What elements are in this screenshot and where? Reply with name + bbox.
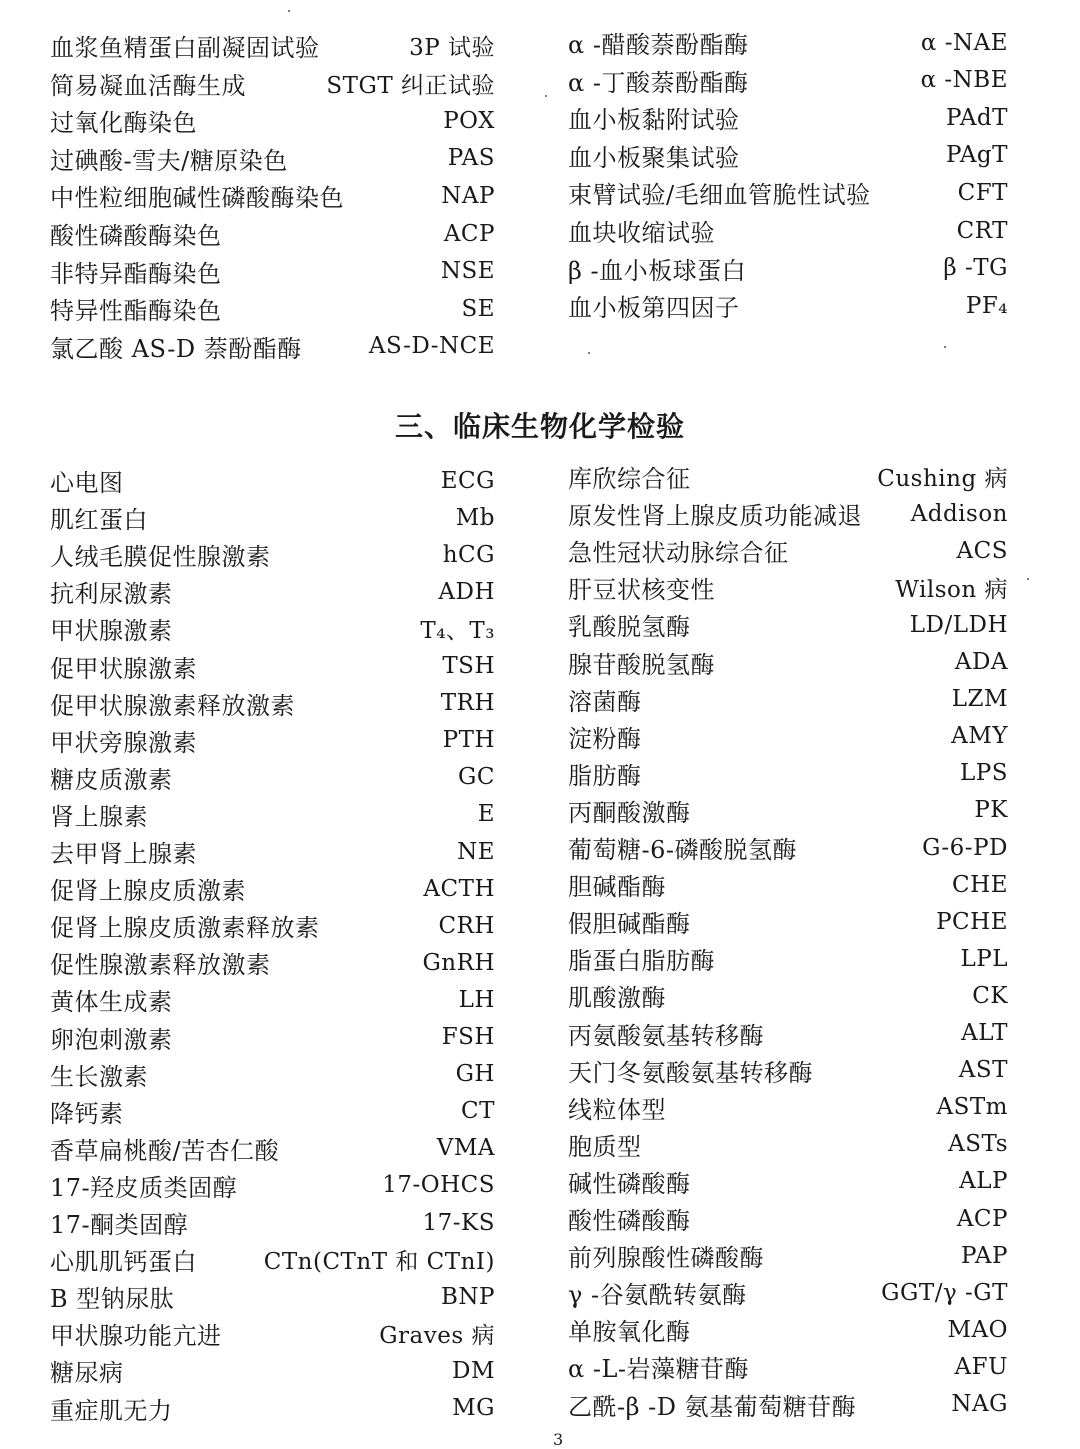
- term-abbreviation: TRH: [440, 690, 495, 717]
- term-row: [50, 610, 495, 647]
- term-row: [568, 1200, 1008, 1237]
- term-name: 简易凝血活酶生成: [50, 71, 246, 100]
- term-row: [568, 532, 1008, 569]
- term-abbreviation: Cushing 病: [877, 466, 1008, 492]
- scan-speck: [1027, 578, 1029, 580]
- term-row: [568, 287, 1008, 324]
- term-name: 肌酸激酶: [568, 984, 666, 1013]
- term-row: [568, 1163, 1008, 1200]
- term-row: [50, 1390, 495, 1427]
- term-row: [50, 65, 495, 102]
- term-abbreviation: α -NAE: [920, 29, 1008, 56]
- term-name: 甲状腺激素: [50, 617, 173, 646]
- term-row: [50, 833, 495, 870]
- term-abbreviation: PAS: [447, 145, 495, 172]
- term-name: 胞质型: [568, 1132, 642, 1161]
- term-abbreviation: GGT/γ -GT: [881, 1279, 1008, 1306]
- term-row: [568, 495, 1008, 532]
- scan-speck: [288, 10, 290, 12]
- term-abbreviation: PAgT: [945, 142, 1008, 169]
- term-name: 肌红蛋白: [50, 506, 148, 535]
- term-name: 香草扁桃酸/苦杏仁酸: [50, 1136, 280, 1165]
- term-row: [50, 759, 495, 796]
- term-row: [50, 215, 495, 252]
- page-number: 3: [553, 1430, 564, 1449]
- term-name: 脂蛋白脂肪酶: [568, 947, 715, 976]
- term-row: [50, 944, 495, 981]
- term-abbreviation: ASTm: [936, 1094, 1008, 1121]
- term-row: [50, 1352, 495, 1389]
- term-abbreviation: MAO: [947, 1316, 1008, 1343]
- term-abbreviation: Graves 病: [379, 1323, 495, 1350]
- term-row: [50, 1278, 495, 1315]
- term-row: [50, 573, 495, 610]
- term-abbreviation: PK: [974, 797, 1008, 824]
- term-name: 原发性肾上腺皮质功能减退: [568, 502, 862, 531]
- term-name: 血浆鱼精蛋白副凝固试验: [50, 34, 320, 62]
- term-abbreviation: Wilson 病: [895, 577, 1008, 604]
- term-abbreviation: NAP: [441, 182, 495, 209]
- term-name: 天门冬氨酸氨基转移酶: [568, 1058, 813, 1087]
- term-row: [50, 499, 495, 536]
- term-abbreviation: NSE: [440, 258, 495, 285]
- term-name: 溶菌酶: [568, 687, 642, 716]
- term-abbreviation: LZM: [951, 686, 1008, 713]
- term-row: [50, 1315, 495, 1352]
- term-name: 丙酮酸激酶: [568, 798, 691, 827]
- term-abbreviation: TSH: [442, 653, 495, 679]
- term-abbreviation: NAG: [951, 1391, 1008, 1417]
- term-abbreviation: GnRH: [422, 949, 495, 976]
- term-row: [50, 536, 495, 573]
- term-row: [50, 685, 495, 722]
- term-abbreviation: T₄、T₃: [420, 618, 495, 645]
- term-name: 碱性磷酸酶: [568, 1169, 691, 1198]
- term-abbreviation: CTn(CTnT 和 CTnI): [263, 1249, 495, 1276]
- term-abbreviation: ALT: [961, 1020, 1008, 1046]
- term-abbreviation: G-6-PD: [922, 834, 1008, 861]
- term-abbreviation: LPL: [960, 945, 1008, 972]
- term-name: γ -谷氨酰转氨酶: [568, 1281, 747, 1310]
- term-row: [568, 940, 1008, 977]
- term-name: 乳酸脱氢酶: [568, 613, 691, 642]
- term-row: [568, 977, 1008, 1014]
- term-row: [50, 981, 495, 1018]
- term-abbreviation: CFT: [957, 179, 1008, 206]
- term-abbreviation: ACP: [443, 220, 495, 247]
- term-abbreviation: STGT 纠正试验: [326, 72, 495, 99]
- term-name: 丙氨酸氨基转移酶: [568, 1021, 764, 1050]
- term-abbreviation: ECG: [440, 467, 495, 494]
- term-row: [568, 62, 1008, 99]
- term-row: [50, 1093, 495, 1130]
- term-row: [568, 99, 1008, 136]
- term-abbreviation: hCG: [442, 541, 495, 568]
- term-abbreviation: VMA: [436, 1135, 495, 1162]
- term-abbreviation: 17-OHCS: [382, 1172, 495, 1199]
- term-abbreviation: PF₄: [965, 292, 1008, 319]
- term-row: [568, 829, 1008, 866]
- term-row: [568, 1237, 1008, 1274]
- term-row: [568, 1126, 1008, 1163]
- term-abbreviation: ASTs: [948, 1131, 1008, 1158]
- term-row: [50, 462, 495, 499]
- term-row: [568, 569, 1008, 606]
- term-name: 脂肪酶: [568, 761, 642, 790]
- term-abbreviation: α -NBE: [920, 67, 1008, 94]
- term-name: 人绒毛膜促性腺激素: [50, 543, 271, 572]
- term-row: [568, 644, 1008, 681]
- term-name: 肾上腺素: [50, 802, 148, 831]
- term-abbreviation: LD/LDH: [909, 611, 1008, 638]
- term-name: 腺苷酸脱氢酶: [568, 650, 715, 679]
- term-abbreviation: SE: [461, 295, 495, 322]
- term-abbreviation: CK: [972, 982, 1008, 1009]
- term-abbreviation: AST: [958, 1057, 1008, 1084]
- term-row: [568, 1311, 1008, 1348]
- section-title: 三、临床生物化学检验: [394, 410, 685, 443]
- term-name: 卵泡刺激素: [50, 1025, 173, 1054]
- term-abbreviation: POX: [443, 107, 495, 134]
- term-name: 17-羟皮质类固醇: [50, 1173, 238, 1202]
- term-name: 单胺氧化酶: [568, 1318, 691, 1347]
- term-abbreviation: GH: [455, 1061, 495, 1088]
- term-name: 去甲肾上腺素: [50, 840, 197, 868]
- term-name: 黄体生成素: [50, 988, 173, 1017]
- term-name: 血小板聚集试验: [568, 143, 740, 172]
- term-name: 假胆碱酯酶: [568, 910, 691, 939]
- term-name: 特异性酯酶染色: [50, 297, 222, 326]
- term-abbreviation: ALP: [959, 1168, 1008, 1195]
- term-row: [568, 792, 1008, 829]
- term-name: 促肾上腺皮质激素释放素: [50, 914, 320, 943]
- term-name: 血小板黏附试验: [568, 106, 740, 135]
- term-name: 束臂试验/毛细血管脆性试验: [568, 181, 871, 210]
- term-abbreviation: CRT: [956, 217, 1008, 244]
- term-row: [568, 1015, 1008, 1052]
- term-name: 胆碱酯酶: [568, 873, 666, 902]
- term-abbreviation: 17-KS: [422, 1209, 495, 1236]
- term-row: [50, 648, 495, 685]
- term-abbreviation: AMY: [951, 723, 1008, 750]
- term-row: [50, 27, 495, 64]
- term-row: [50, 140, 495, 177]
- term-name: 17-酮类固醇: [50, 1211, 189, 1239]
- term-name: 重症肌无力: [50, 1396, 173, 1425]
- term-abbreviation: ADH: [438, 578, 495, 605]
- term-name: 前列腺酸性磷酸酶: [568, 1244, 764, 1273]
- term-abbreviation: PTH: [442, 727, 495, 754]
- term-name: 酸性磷酸酶: [568, 1207, 691, 1235]
- term-abbreviation: CT: [461, 1098, 495, 1125]
- term-abbreviation: ADA: [954, 649, 1008, 675]
- term-abbreviation: MG: [452, 1395, 495, 1421]
- term-abbreviation: AS-D-NCE: [368, 333, 495, 360]
- term-abbreviation: CHE: [952, 871, 1008, 898]
- term-name: 促肾上腺皮质激素: [50, 877, 246, 906]
- term-name: 促甲状腺激素: [50, 654, 197, 683]
- term-row: [568, 718, 1008, 755]
- term-name: 糖尿病: [50, 1359, 124, 1388]
- term-row: [50, 1019, 495, 1056]
- term-row: [568, 1052, 1008, 1089]
- term-row: [50, 1204, 495, 1241]
- term-name: 急性冠状动脉综合征: [568, 539, 789, 568]
- term-row: [50, 290, 495, 327]
- term-row: [568, 174, 1008, 211]
- term-row: [568, 681, 1008, 718]
- term-abbreviation: NE: [457, 838, 495, 865]
- term-name: 抗利尿激素: [50, 580, 173, 609]
- scan-speck: [545, 95, 547, 97]
- term-name: α -L-岩藻糖苷酶: [568, 1355, 749, 1384]
- term-row: [568, 755, 1008, 792]
- term-row: [50, 1056, 495, 1093]
- scan-speck: [944, 346, 946, 348]
- term-row: [50, 102, 495, 139]
- term-name: 淀粉酶: [568, 724, 642, 753]
- term-name: 心肌肌钙蛋白: [50, 1248, 197, 1277]
- term-abbreviation: ACS: [956, 537, 1008, 564]
- term-name: 库欣综合征: [568, 465, 691, 493]
- term-name: 血小板第四因子: [568, 294, 740, 323]
- term-name: α -醋酸萘酚酯酶: [568, 31, 749, 59]
- term-row: [568, 250, 1008, 287]
- term-abbreviation: AFU: [954, 1353, 1008, 1380]
- term-row: [568, 212, 1008, 249]
- term-row: [568, 1348, 1008, 1385]
- term-row: [50, 1130, 495, 1167]
- term-abbreviation: BNP: [440, 1283, 495, 1310]
- term-name: β -血小板球蛋白: [568, 256, 747, 285]
- term-row: [568, 1274, 1008, 1311]
- term-row: [50, 1241, 495, 1278]
- term-row: [50, 907, 495, 944]
- term-name: 糖皮质激素: [50, 765, 173, 794]
- term-row: [568, 866, 1008, 903]
- term-row: [568, 1089, 1008, 1126]
- term-abbreviation: E: [477, 801, 495, 828]
- term-name: 非特异酯酶染色: [50, 259, 222, 288]
- term-name: 过氧化酶染色: [50, 109, 197, 138]
- term-abbreviation: PAdT: [945, 104, 1008, 131]
- term-row: [568, 903, 1008, 940]
- term-row: [568, 24, 1008, 61]
- term-name: 生长激素: [50, 1062, 148, 1091]
- term-abbreviation: ACP: [956, 1205, 1008, 1232]
- term-abbreviation: LPS: [959, 760, 1008, 787]
- term-abbreviation: ACTH: [423, 875, 495, 902]
- term-name: 肝豆状核变性: [568, 576, 715, 605]
- term-row: [568, 606, 1008, 643]
- term-row: [568, 137, 1008, 174]
- term-name: 线粒体型: [568, 1095, 666, 1124]
- term-row: [50, 328, 495, 365]
- term-name: 乙酰-β -D 氨基葡萄糖苷酶: [568, 1392, 857, 1421]
- term-row: [50, 722, 495, 759]
- term-abbreviation: β -TG: [943, 255, 1008, 282]
- term-name: 过碘酸-雪夫/糖原染色: [50, 146, 288, 175]
- term-name: 甲状旁腺激素: [50, 728, 197, 757]
- term-name: 促甲状腺激素释放激素: [50, 691, 295, 720]
- term-abbreviation: FSH: [441, 1024, 495, 1050]
- scan-speck: [588, 352, 590, 354]
- term-abbreviation: LH: [458, 986, 495, 1013]
- term-row: [568, 458, 1008, 495]
- term-name: 血块收缩试验: [568, 219, 715, 247]
- term-abbreviation: Addison: [910, 500, 1008, 527]
- term-name: 氯乙酸 AS-D 萘酚酯酶: [50, 334, 302, 363]
- term-name: 葡萄糖-6-磷酸脱氢酶: [568, 836, 797, 864]
- term-name: 心电图: [50, 469, 124, 497]
- term-abbreviation: PCHE: [936, 908, 1008, 935]
- term-abbreviation: CRH: [438, 912, 495, 939]
- term-name: 降钙素: [50, 1099, 124, 1128]
- term-row: [50, 177, 495, 214]
- term-abbreviation: 3P 试验: [409, 35, 495, 61]
- term-name: 甲状腺功能亢进: [50, 1322, 222, 1351]
- term-row: [50, 253, 495, 290]
- term-row: [50, 870, 495, 907]
- term-name: 促性腺激素释放激素: [50, 951, 271, 980]
- term-abbreviation: DM: [452, 1357, 495, 1384]
- term-abbreviation: Mb: [455, 504, 495, 531]
- term-name: B 型钠尿肽: [50, 1285, 175, 1314]
- term-name: α -丁酸萘酚酯酶: [568, 68, 749, 97]
- term-row: [50, 796, 495, 833]
- term-abbreviation: PAP: [961, 1242, 1008, 1269]
- term-name: 中性粒细胞碱性磷酸酶染色: [50, 184, 344, 213]
- term-row: [50, 1167, 495, 1204]
- term-abbreviation: GC: [458, 764, 495, 791]
- term-row: [568, 1386, 1008, 1423]
- term-name: 酸性磷酸酶染色: [50, 222, 222, 250]
